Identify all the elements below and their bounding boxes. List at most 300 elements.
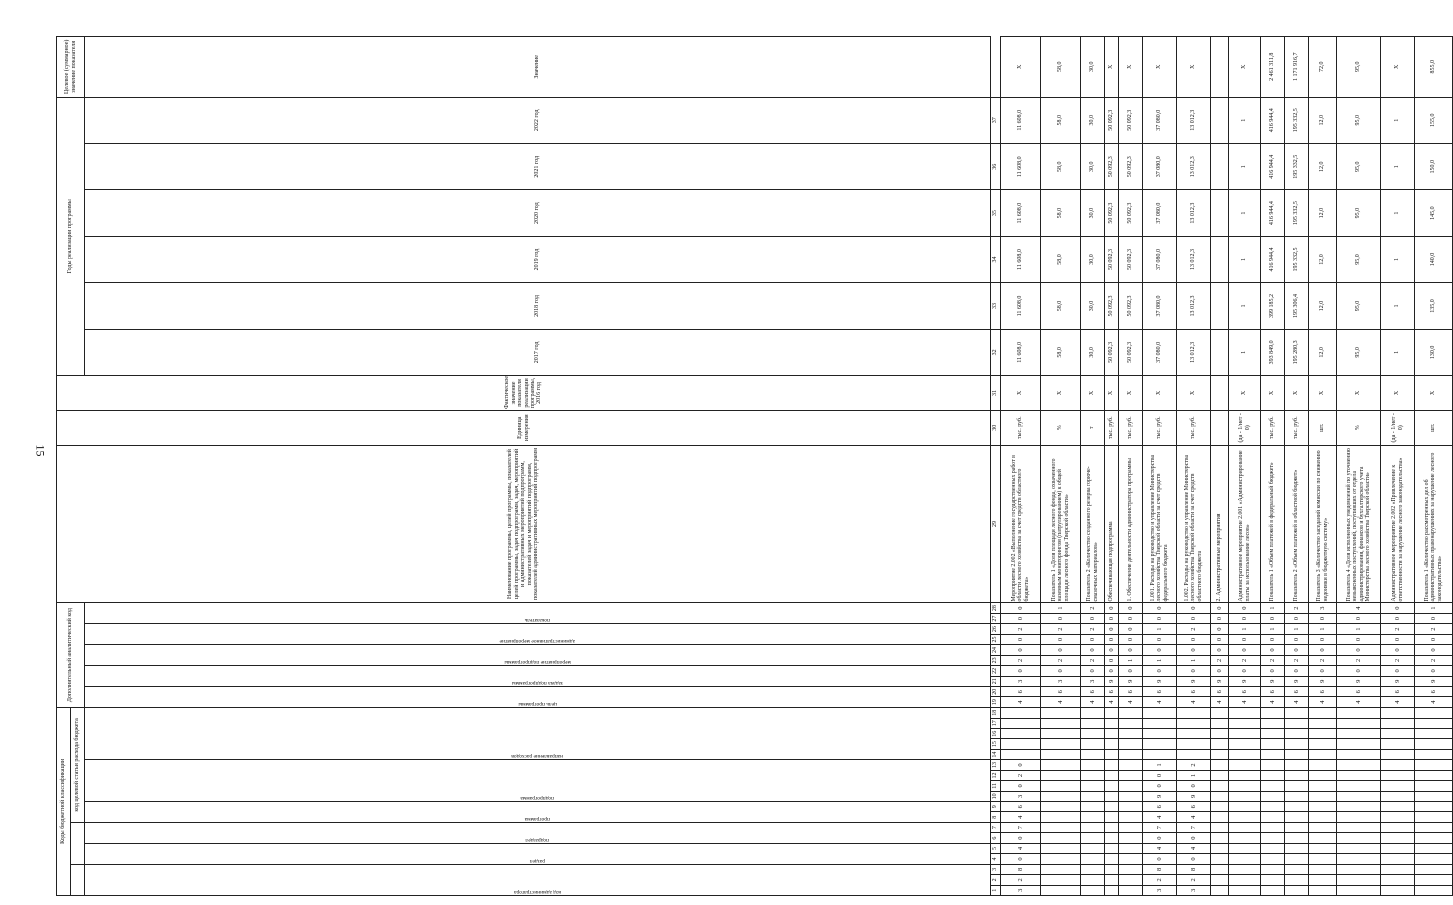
column-number-row — [991, 37, 1001, 896]
code-digit: 1 — [1309, 624, 1337, 634]
code-digit: 3 — [1001, 885, 1041, 895]
code-digit — [1309, 707, 1337, 718]
row-year-value: 1 — [1381, 97, 1415, 144]
hdr-name: Наименование программы, целей программы, показателей целей программы, задач подпрограмм, задач, мероприятий и административных мероприятий подпрограмм, показателей задач и мероприятий подпрограмм, показателей административных мероприятий подпрограмм — [57, 445, 991, 603]
row-year-value: 1 — [1229, 190, 1261, 236]
row-year-value: 30,0 — [1081, 190, 1105, 236]
code-digit: 0 — [1229, 666, 1261, 676]
code-digit: 0 — [1381, 634, 1415, 644]
row-year-value: 135,0 — [1415, 283, 1453, 329]
row-year-value: 140,0 — [1415, 236, 1453, 282]
table-row — [1381, 37, 1415, 896]
code-digit — [1381, 875, 1415, 885]
hdr-admin-event: административное мероприятие — [499, 638, 576, 645]
hdr-years-group: Годы реализации программы — [57, 97, 85, 376]
code-digit: 4 — [1177, 812, 1211, 822]
code-digit — [1415, 749, 1453, 759]
code-digit: 0 — [1261, 613, 1285, 623]
code-digit — [1119, 749, 1143, 759]
code-digit: 0 — [1309, 645, 1337, 655]
column-number: 10 — [991, 791, 1001, 801]
row-year-value: 30,0 — [1081, 329, 1105, 375]
code-digit — [1309, 781, 1337, 791]
code-digit — [1177, 718, 1211, 728]
hdr-direction: направление расходов — [511, 753, 564, 760]
code-digit: 0 — [1177, 666, 1211, 676]
row-year-value: 37 080,0 — [1143, 144, 1177, 190]
code-digit — [1415, 864, 1453, 874]
row-year-value: 58,0 — [1041, 236, 1081, 282]
code-digit: 0 — [1001, 666, 1041, 676]
code-digit: 0 — [1261, 634, 1285, 644]
code-digit — [1041, 812, 1081, 822]
code-digit — [1119, 718, 1143, 728]
code-digit — [1229, 864, 1261, 874]
code-digit: 2 — [1261, 655, 1285, 665]
code-digit: 0 — [1001, 603, 1041, 613]
column-number: 33 — [991, 283, 1001, 329]
row-year-value: 416 944,4 — [1261, 97, 1285, 144]
code-digit — [1309, 812, 1337, 822]
code-digit — [1105, 833, 1119, 843]
code-digit — [1041, 760, 1081, 770]
code-digit: 0 — [1081, 666, 1105, 676]
code-digit — [1337, 864, 1381, 874]
column-number: 12 — [991, 770, 1001, 780]
code-digit: 0 — [1105, 634, 1119, 644]
row-unit: % — [1041, 410, 1081, 445]
row-year-value: 58,0 — [1041, 97, 1081, 144]
code-digit — [1105, 843, 1119, 853]
table-row — [1285, 37, 1309, 896]
code-digit: 0 — [1001, 854, 1041, 864]
code-digit: 0 — [1001, 833, 1041, 843]
code-digit — [1261, 791, 1285, 801]
code-digit: 7 — [1177, 822, 1211, 832]
code-digit: 2 — [1041, 624, 1081, 634]
code-digit — [1415, 822, 1453, 832]
code-digit — [1415, 770, 1453, 780]
code-digit: 0 — [1177, 634, 1211, 644]
code-digit — [1211, 885, 1229, 895]
code-digit — [1229, 770, 1261, 780]
row-year-value: 37 080,0 — [1143, 190, 1177, 236]
column-number: 7 — [991, 822, 1001, 832]
code-digit: 9 — [1177, 676, 1211, 686]
code-digit: 4 — [1337, 603, 1381, 613]
row-year-value: 1 — [1229, 236, 1261, 282]
code-digit — [1381, 770, 1415, 780]
code-digit: 3 — [1177, 885, 1211, 895]
code-digit — [1337, 843, 1381, 853]
code-digit: 0 — [1177, 781, 1211, 791]
code-digit: 0 — [1041, 634, 1081, 644]
code-digit — [1309, 749, 1337, 759]
code-digit: 0 — [1381, 613, 1415, 623]
row-target: Х — [1143, 37, 1177, 98]
code-digit — [1041, 822, 1081, 832]
row-year-value — [1211, 236, 1229, 282]
row-year-value: 11 608,0 — [1001, 283, 1041, 329]
code-digit: 9 — [1337, 676, 1381, 686]
code-digit: 3 — [1143, 885, 1177, 895]
code-digit — [1285, 854, 1309, 864]
row-year-value: 12,0 — [1309, 97, 1337, 144]
code-digit — [1081, 854, 1105, 864]
code-digit: 0 — [1143, 666, 1177, 676]
code-digit: 1 — [1041, 603, 1081, 613]
row-target: 855,0 — [1415, 37, 1453, 98]
code-digit — [1261, 770, 1285, 780]
code-digit: 2 — [1337, 655, 1381, 665]
code-digit: 0 — [1143, 854, 1177, 864]
code-digit — [1143, 718, 1177, 728]
row-year-value: 1 — [1381, 190, 1415, 236]
code-digit — [1211, 802, 1229, 812]
code-digit — [1105, 885, 1119, 895]
code-digit — [1081, 843, 1105, 853]
code-digit: 0 — [1211, 603, 1229, 613]
code-digit: 0 — [1105, 613, 1119, 623]
code-digit — [1285, 781, 1309, 791]
code-digit: 0 — [1229, 634, 1261, 644]
code-digit: 2 — [1001, 875, 1041, 885]
code-digit: 6 — [1285, 686, 1309, 696]
row-year-value: 12,0 — [1309, 283, 1337, 329]
code-digit: 4 — [1001, 697, 1041, 707]
code-digit: 6 — [1229, 686, 1261, 696]
code-digit — [1211, 781, 1229, 791]
code-digit: 1 — [1261, 624, 1285, 634]
code-digit — [1309, 875, 1337, 885]
hdr-section-group — [71, 822, 85, 864]
code-digit — [1309, 739, 1337, 749]
code-digit: 4 — [1001, 843, 1041, 853]
code-digit — [1415, 760, 1453, 770]
code-digit — [1229, 854, 1261, 864]
code-digit — [1081, 729, 1105, 739]
code-digit — [1381, 791, 1415, 801]
code-digit: 0 — [1309, 634, 1337, 644]
code-digit: 8 — [1001, 864, 1041, 874]
row-unit: тыс. руб. — [1119, 410, 1143, 445]
code-digit: 0 — [1381, 645, 1415, 655]
row-year-value: 416 944,4 — [1261, 144, 1285, 190]
code-digit — [1261, 781, 1285, 791]
code-digit: 2 — [1081, 603, 1105, 613]
column-number: 24 — [991, 645, 1001, 655]
code-digit — [1285, 822, 1309, 832]
row-name: Административное мероприятие 2.002 «Привлечение к ответственности за нарушение лесного законодательства» — [1381, 445, 1415, 603]
code-digit — [1229, 843, 1261, 853]
row-year-value: 37 080,0 — [1143, 329, 1177, 375]
code-digit: 9 — [1143, 676, 1177, 686]
code-digit — [1229, 885, 1261, 895]
code-digit — [1229, 718, 1261, 728]
code-digit — [1041, 781, 1081, 791]
row-year-value: 393 849,0 — [1261, 329, 1285, 375]
row-year-value: 1 — [1229, 329, 1261, 375]
code-digit — [1211, 729, 1229, 739]
code-digit: 0 — [1211, 645, 1229, 655]
code-digit — [1105, 802, 1119, 812]
row-unit: т — [1081, 410, 1105, 445]
code-digit — [1261, 822, 1285, 832]
code-digit: 0 — [1261, 666, 1285, 676]
code-digit — [1381, 739, 1415, 749]
row-year-value: 399 185,2 — [1261, 283, 1285, 329]
table-row — [1041, 37, 1081, 896]
code-digit — [1105, 739, 1119, 749]
row-target: Х — [1229, 37, 1261, 98]
row-fact: Х — [1081, 376, 1105, 411]
code-digit — [1041, 707, 1081, 718]
row-year-value — [1211, 97, 1229, 144]
row-name: Показатель 4 «Доля исполненных уведомлений по уточнению невыясненных поступлений, поступивших от отдела администрирования, финансов и бухгалтерского учета Министерства лесного хозяйства Тверской области» — [1337, 445, 1381, 603]
hdr-year-2017: 2017 год — [85, 329, 991, 375]
hdr-admin-code-group — [71, 864, 85, 895]
code-digit — [1337, 802, 1381, 812]
row-year-value: 416 944,4 — [1261, 236, 1285, 282]
row-unit: тыс. руб. — [1261, 410, 1285, 445]
code-digit — [1337, 739, 1381, 749]
column-number: 3 — [991, 864, 1001, 874]
code-digit: 0 — [1261, 645, 1285, 655]
table-row — [1001, 37, 1041, 896]
code-digit — [1309, 770, 1337, 780]
code-digit: 1 — [1177, 770, 1211, 780]
code-digit: 9 — [1229, 676, 1261, 686]
row-target: Х — [1001, 37, 1041, 98]
code-digit — [1081, 875, 1105, 885]
code-digit: 1 — [1177, 655, 1211, 665]
code-digit: 2 — [1415, 655, 1453, 665]
code-digit: 6 — [1001, 802, 1041, 812]
code-digit: 4 — [1229, 697, 1261, 707]
code-digit — [1105, 791, 1119, 801]
code-digit: 0 — [1285, 645, 1309, 655]
row-target — [1211, 37, 1229, 98]
code-digit: 0 — [1081, 634, 1105, 644]
code-digit — [1285, 885, 1309, 895]
row-unit: тыс. руб. — [1143, 410, 1177, 445]
row-target: Х — [1177, 37, 1211, 98]
code-digit: 0 — [1309, 666, 1337, 676]
row-year-value: 58,0 — [1041, 144, 1081, 190]
row-year-value: 30,0 — [1081, 144, 1105, 190]
column-number: 27 — [991, 613, 1001, 623]
hdr-indicator: показатель — [524, 617, 551, 624]
row-year-value: 11 608,0 — [1001, 97, 1041, 144]
row-year-value: 1 — [1229, 97, 1261, 144]
code-digit — [1261, 812, 1285, 822]
column-number: 9 — [991, 802, 1001, 812]
code-digit — [1177, 739, 1211, 749]
table-row — [1105, 37, 1119, 896]
code-digit: 3 — [1309, 603, 1337, 613]
row-year-value: 50 092,3 — [1105, 190, 1119, 236]
column-number: 32 — [991, 329, 1001, 375]
code-digit: 1 — [1415, 603, 1453, 613]
column-number: 13 — [991, 760, 1001, 770]
row-target: Х — [1381, 37, 1415, 98]
code-digit — [1001, 729, 1041, 739]
row-fact: Х — [1119, 376, 1143, 411]
code-digit: 6 — [1143, 686, 1177, 696]
code-digit — [1415, 791, 1453, 801]
code-digit — [1229, 822, 1261, 832]
column-number: 29 — [991, 445, 1001, 603]
hdr-year-2021: 2021 год — [85, 144, 991, 190]
hdr-target-article: код целевой статьи расхода бюджета — [71, 707, 85, 822]
code-digit — [1229, 760, 1261, 770]
code-digit: 9 — [1381, 676, 1415, 686]
row-year-value: 13 012,3 — [1177, 236, 1211, 282]
column-number: 31 — [991, 376, 1001, 411]
code-digit — [1211, 833, 1229, 843]
row-name: Показатель 1 «Количество рассмотренных дел об административных правонарушениях за нарушение лесного законодательства» — [1415, 445, 1453, 603]
code-digit: 0 — [1285, 666, 1309, 676]
row-name: Обеспечивающая подпрограмма — [1105, 445, 1119, 603]
row-year-value: 50 092,3 — [1119, 97, 1143, 144]
code-digit: 2 — [1143, 875, 1177, 885]
hdr-fact: Фактическое значение показателя реализации программы, 2016 год — [57, 376, 991, 411]
row-unit: тыс. руб. — [1001, 410, 1041, 445]
code-digit — [1105, 718, 1119, 728]
row-year-value: 150,0 — [1415, 144, 1453, 190]
column-number: 17 — [991, 718, 1001, 728]
row-fact: Х — [1309, 376, 1337, 411]
row-year-value: 50 092,3 — [1105, 329, 1119, 375]
code-digit: 0 — [1381, 603, 1415, 613]
code-digit: 3 — [1081, 676, 1105, 686]
row-fact: Х — [1337, 376, 1381, 411]
row-year-value: 11 608,0 — [1001, 190, 1041, 236]
row-year-value: 95,0 — [1337, 236, 1381, 282]
hdr-goal: цель программы — [518, 700, 557, 707]
column-number: 26 — [991, 624, 1001, 634]
code-digit — [1211, 739, 1229, 749]
code-digit — [1415, 885, 1453, 895]
code-digit: 6 — [1309, 686, 1337, 696]
code-digit — [1229, 707, 1261, 718]
code-digit: 0 — [1081, 645, 1105, 655]
code-digit — [1309, 833, 1337, 843]
code-digit — [1381, 707, 1415, 718]
code-digit — [1081, 833, 1105, 843]
code-digit: 0 — [1119, 613, 1143, 623]
code-digit — [1229, 729, 1261, 739]
row-unit — [1211, 410, 1229, 445]
code-digit — [1143, 707, 1177, 718]
table-row — [1261, 37, 1285, 896]
code-digit — [1105, 875, 1119, 885]
code-digit — [1143, 749, 1177, 759]
code-digit: 1 — [1143, 624, 1177, 634]
code-digit — [1119, 760, 1143, 770]
column-number: 18 — [991, 707, 1001, 718]
row-target: Х — [1119, 37, 1143, 98]
code-digit — [1041, 718, 1081, 728]
row-unit: шт. — [1309, 410, 1337, 445]
code-digit: 0 — [1177, 833, 1211, 843]
row-year-value: 50 092,3 — [1119, 190, 1143, 236]
code-digit — [1415, 707, 1453, 718]
row-name: Показатель 2 «Количество созданного резерва горюче-смазочных материалов» — [1081, 445, 1105, 603]
column-number: 6 — [991, 833, 1001, 843]
column-number: 21 — [991, 676, 1001, 686]
row-year-value: 50 092,3 — [1119, 236, 1143, 282]
column-number: 11 — [991, 781, 1001, 791]
row-fact: Х — [1001, 376, 1041, 411]
code-digit — [1261, 718, 1285, 728]
code-digit: 0 — [1211, 666, 1229, 676]
code-digit: 0 — [1143, 645, 1177, 655]
code-digit — [1261, 885, 1285, 895]
row-name: Показатель 1 «Доля площади лесного фонда, охваченного наземным мониторингом (патрулированием) к общей площади лесного фонда Тверской области» — [1041, 445, 1081, 603]
code-digit — [1119, 833, 1143, 843]
code-digit — [1229, 812, 1261, 822]
table-row — [1309, 37, 1337, 896]
code-digit — [1285, 760, 1309, 770]
row-year-value: 1 — [1381, 144, 1415, 190]
rotated-table-container — [56, 36, 1443, 896]
code-digit — [1415, 833, 1453, 843]
code-digit: 0 — [1041, 666, 1081, 676]
code-digit: 0 — [1143, 781, 1177, 791]
code-digit — [1119, 885, 1143, 895]
code-digit — [1337, 791, 1381, 801]
row-target: 2 461 311,8 — [1261, 37, 1285, 98]
row-year-value: 195 280,3 — [1285, 329, 1309, 375]
code-digit: 0 — [1143, 634, 1177, 644]
hdr-year-2022: 2022 год — [85, 97, 991, 144]
code-digit — [1261, 833, 1285, 843]
code-digit: 1 — [1261, 603, 1285, 613]
code-digit: 4 — [1143, 812, 1177, 822]
code-digit: 4 — [1041, 697, 1081, 707]
code-digit — [1337, 718, 1381, 728]
code-digit — [1261, 760, 1285, 770]
code-digit: 0 — [1119, 603, 1143, 613]
row-fact: Х — [1105, 376, 1119, 411]
column-number: 37 — [991, 97, 1001, 144]
code-digit — [1081, 864, 1105, 874]
row-unit: тыс. руб. — [1105, 410, 1119, 445]
code-digit: 2 — [1177, 875, 1211, 885]
row-year-value: 195 332,5 — [1285, 97, 1309, 144]
code-digit — [1337, 729, 1381, 739]
code-digit — [1119, 770, 1143, 780]
code-digit: 0 — [1177, 603, 1211, 613]
code-digit — [1041, 833, 1081, 843]
row-name: Мероприятие 2.002 «Выполнение государственных работ в области лесного хозяйства за счет средств областного бюджета» — [1001, 445, 1041, 603]
column-number: 20 — [991, 686, 1001, 696]
row-fact: Х — [1229, 376, 1261, 411]
code-digit: 4 — [1001, 812, 1041, 822]
code-digit — [1041, 843, 1081, 853]
code-digit: 0 — [1177, 645, 1211, 655]
row-unit: тыс. руб. — [1177, 410, 1211, 445]
code-digit — [1229, 739, 1261, 749]
code-digit — [1261, 854, 1285, 864]
code-digit: 0 — [1337, 645, 1381, 655]
program-table — [56, 36, 1453, 896]
code-digit — [1229, 791, 1261, 801]
code-digit: 0 — [1105, 645, 1119, 655]
hdr-subsection: подраздел — [525, 836, 550, 843]
code-digit — [1119, 875, 1143, 885]
